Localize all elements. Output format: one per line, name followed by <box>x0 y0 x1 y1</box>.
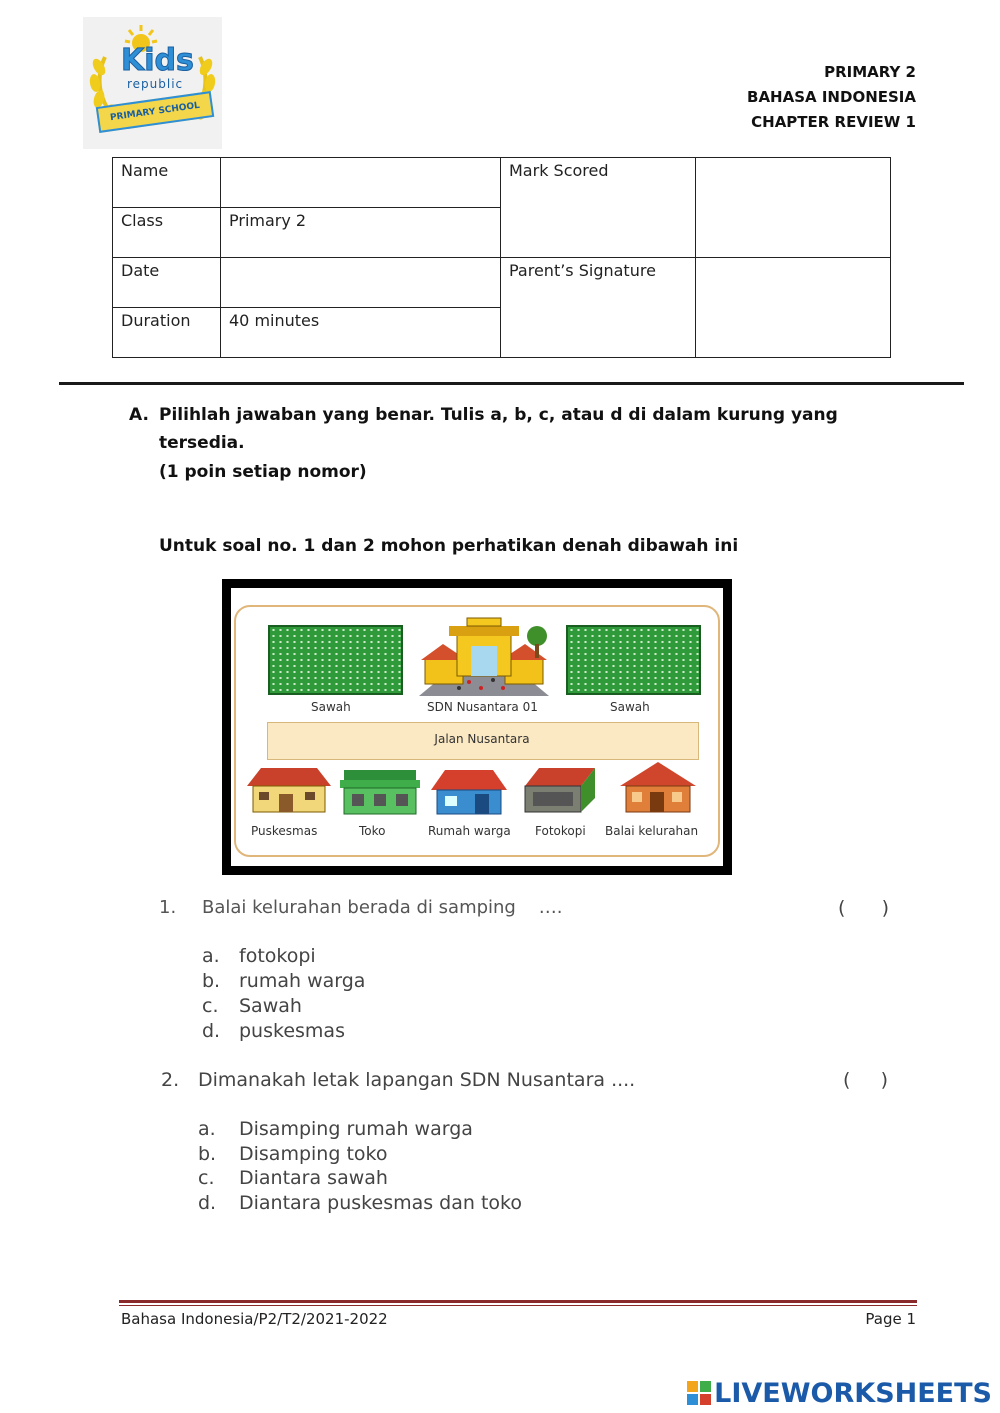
date-field[interactable] <box>221 258 501 308</box>
q2-text: Dimanakah letak lapangan SDN Nusantara .... <box>198 1069 636 1091</box>
signature-field[interactable] <box>696 258 891 358</box>
map-intro: Untuk soal no. 1 dan 2 mohon perhatikan denah dibawah ini <box>159 536 739 556</box>
class-label: Class <box>113 208 221 258</box>
label-rumah-warga: Rumah warga <box>428 824 511 838</box>
label-balai-kelurahan: Balai kelurahan <box>605 824 699 838</box>
section-letter: A. <box>129 405 149 425</box>
logo-brand: Kids <box>121 43 194 78</box>
q1-option-b-letter: b. <box>202 970 221 992</box>
q2-option-c: Diantara sawah <box>239 1167 388 1189</box>
logo-ribbon-text: PRIMARY SCHOOL <box>109 100 201 124</box>
liveworksheets-watermark <box>687 1378 992 1408</box>
field-left <box>268 625 403 695</box>
student-info-table <box>112 157 891 358</box>
school-building-icon <box>419 616 549 696</box>
header-grade: PRIMARY 2 <box>824 63 916 81</box>
toko-icon <box>338 770 422 816</box>
q1-option-c-letter: c. <box>202 995 219 1017</box>
label-toko: Toko <box>359 824 386 838</box>
q2-answer-box[interactable]: ( ) <box>843 1069 889 1091</box>
label-fotokopi: Fotokopi <box>535 824 586 838</box>
header-chapter: CHAPTER REVIEW 1 <box>751 113 916 131</box>
signature-label: Parent’s Signature <box>501 258 696 358</box>
q1-option-c: Sawah <box>239 995 302 1017</box>
q1-option-a: fotokopi <box>239 945 316 967</box>
q1-text: Balai kelurahan berada di samping …. <box>202 897 563 918</box>
label-puskesmas: Puskesmas <box>251 824 318 838</box>
instruction-points: (1 poin setiap nomor) <box>159 462 367 482</box>
instruction-line-2: tersedia. <box>159 433 245 453</box>
q2-option-d-letter: d. <box>198 1192 217 1214</box>
q2-option-a-letter: a. <box>198 1118 216 1140</box>
village-map <box>222 579 732 875</box>
q2-option-d: Diantara puskesmas dan toko <box>239 1192 522 1214</box>
liveworksheets-logo-icon <box>687 1381 711 1405</box>
date-label: Date <box>113 258 221 308</box>
q1-answer-box[interactable]: ( ) <box>838 897 890 919</box>
road-label: Jalan Nusantara <box>434 732 530 746</box>
q1-option-a-letter: a. <box>202 945 220 967</box>
balai-kelurahan-icon <box>616 762 700 816</box>
label-sawah-left: Sawah <box>311 700 351 714</box>
q1-option-d-letter: d. <box>202 1020 221 1042</box>
duration-label: Duration <box>113 308 221 358</box>
footer-divider-thin <box>119 1305 917 1306</box>
header-divider <box>59 382 964 385</box>
mark-label: Mark Scored <box>501 158 696 258</box>
field-right <box>566 625 701 695</box>
rumah-warga-icon <box>431 770 507 816</box>
q2-option-a: Disamping rumah warga <box>239 1118 473 1140</box>
header-subject: BAHASA INDONESIA <box>747 88 916 106</box>
mark-field[interactable] <box>696 158 891 258</box>
liveworksheets-text: LIVEWORKSHEETS <box>714 1377 992 1409</box>
duration-value: 40 minutes <box>221 308 501 358</box>
class-value: Primary 2 <box>221 208 501 258</box>
q1-number: 1. <box>159 897 177 918</box>
logo-sub: republic <box>127 77 184 91</box>
q1-option-b: rumah warga <box>239 970 366 992</box>
q2-option-c-letter: c. <box>198 1167 215 1189</box>
name-field[interactable] <box>221 158 501 208</box>
footer-divider <box>119 1300 917 1303</box>
fotokopi-icon <box>521 768 599 816</box>
footer-page-number: Page 1 <box>865 1310 916 1328</box>
puskesmas-icon <box>247 768 331 816</box>
name-label: Name <box>113 158 221 208</box>
q2-option-b: Disamping toko <box>239 1143 388 1165</box>
label-school: SDN Nusantara 01 <box>427 700 538 714</box>
label-sawah-right: Sawah <box>610 700 650 714</box>
footer-course-code: Bahasa Indonesia/P2/T2/2021-2022 <box>121 1310 388 1328</box>
q2-option-b-letter: b. <box>198 1143 217 1165</box>
q1-option-d: puskesmas <box>239 1020 345 1042</box>
instruction-line-1: Pilihlah jawaban yang benar. Tulis a, b, c, atau d di dalam kurung yang <box>159 405 838 425</box>
school-logo <box>83 17 222 149</box>
q2-number: 2. <box>161 1069 180 1091</box>
